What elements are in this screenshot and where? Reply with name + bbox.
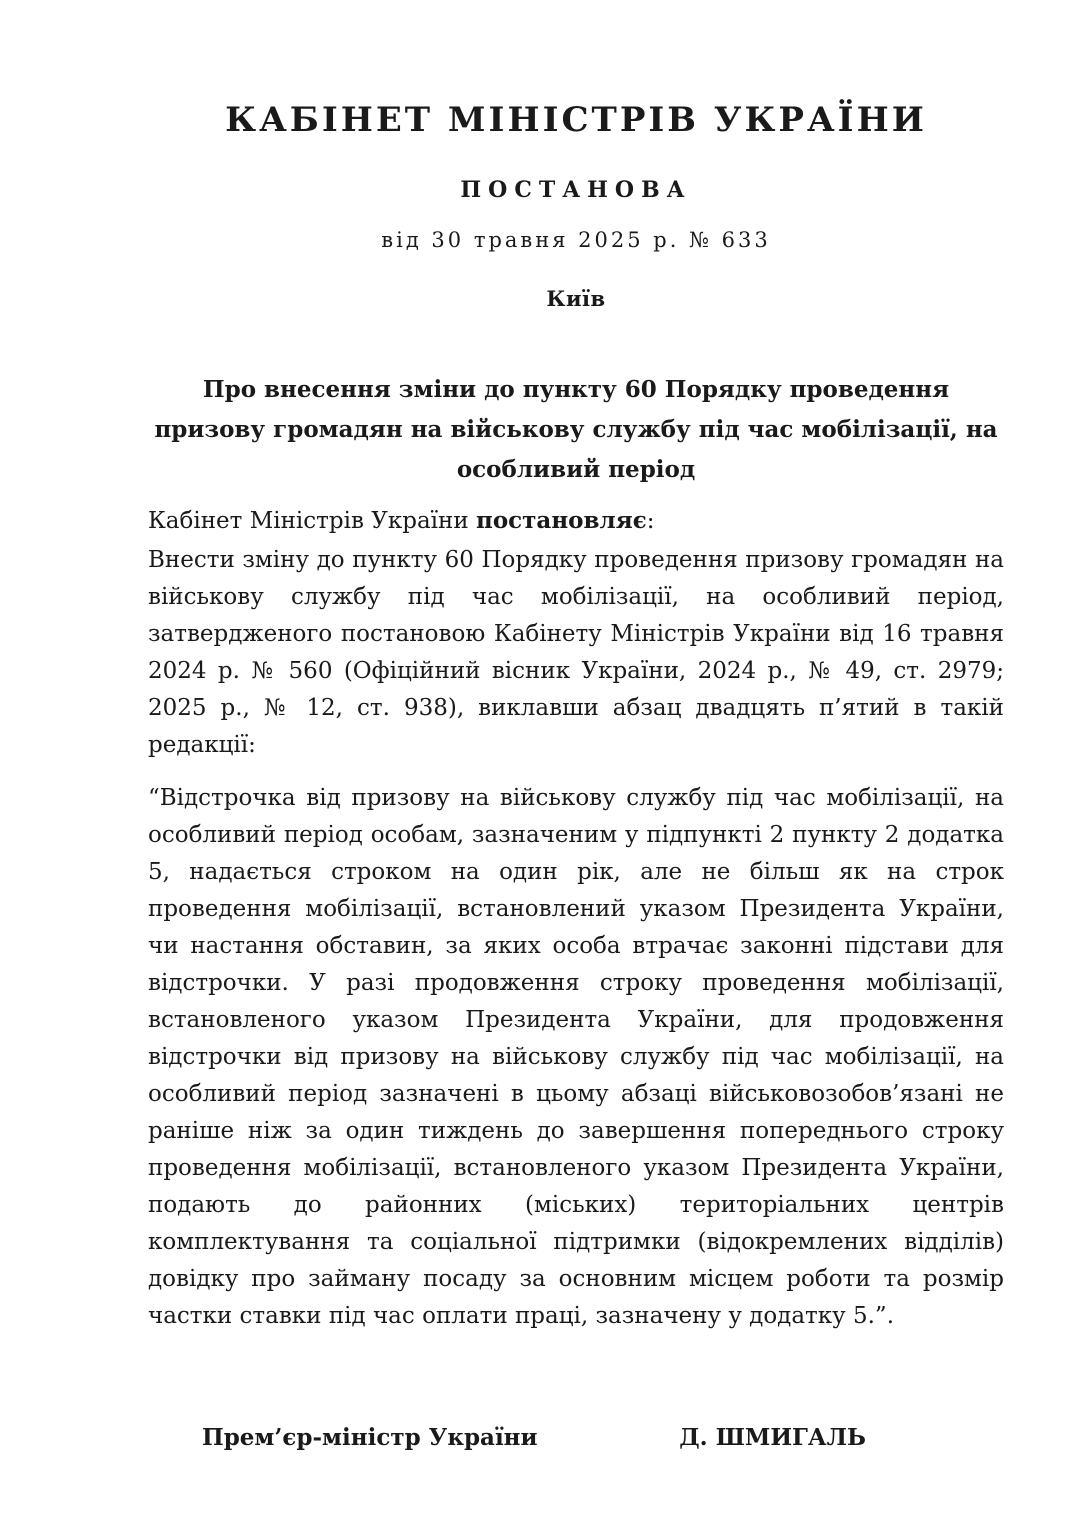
city-label: Київ: [546, 286, 606, 312]
signature-name: Д. ШМИГАЛЬ: [679, 1423, 866, 1451]
preamble-line: [148, 502, 1004, 540]
amendment-paragraph: Внести зміну до пункту 60 Порядку проведення призову громадян на військову службу під час мобілізації, на особливий період, затвердженого постановою Кабінету Міністрів України від 16 травня 2024 р. № 560 (Офіційний вісник України, 2024 р., № 49, ст. 2979; 2025 р., № 12, ст. 938), виклавши абзац двадцять п’ятий в такій редакції:: [148, 546, 1004, 758]
signature-position: Прем’єр-міністр України: [202, 1423, 538, 1451]
doc-type-heading: ПОСТАНОВА: [460, 176, 692, 203]
preamble-prefix: Кабінет Міністрів України: [148, 507, 476, 534]
document-body: [148, 100, 1004, 1456]
org-name-heading: КАБІНЕТ МІНІСТРІВ УКРАЇНИ: [225, 100, 927, 140]
date-number-line: від 30 травня 2025 р. № 633: [381, 228, 771, 253]
signature-row: [148, 1419, 1004, 1456]
preamble-suffix: :: [646, 507, 655, 534]
quoted-new-wording-paragraph: “Відстрочка від призову на військову службу під час мобілізації, на особливий період особам, зазначеним у підпункті 2 пункту 2 додатка 5, надається строком на один рік, але не більш як на строк проведення мобілізації, встановлений указом Президента України, чи настання обставин, за яких особа втрачає законні підстави для відстрочки. У разі продовження строку проведення мобілізації, встановленого указом Президента України, для продовження відстрочки від призову на військову службу під час мобілізації, на особливий період зазначені в цьому абзаці військовозобов’язані не раніше ніж за один тиждень до завершення попереднього строку проведення мобілізації, встановленого указом Президента України, подають до районних (міських) територіальних центрів комплектування та соціальної підтримки (відокремлених відділів) довідку про займану посаду за основним місцем роботи та розмір частки ставки під час оплати праці, зазначену у додатку 5.”.: [148, 784, 1004, 1329]
preamble-bold-word: постановляє: [476, 506, 647, 534]
document-title: Про внесення зміни до пункту 60 Порядку проведення призову громадян на військову службу під час мобілізації, на особливий період: [154, 375, 998, 483]
